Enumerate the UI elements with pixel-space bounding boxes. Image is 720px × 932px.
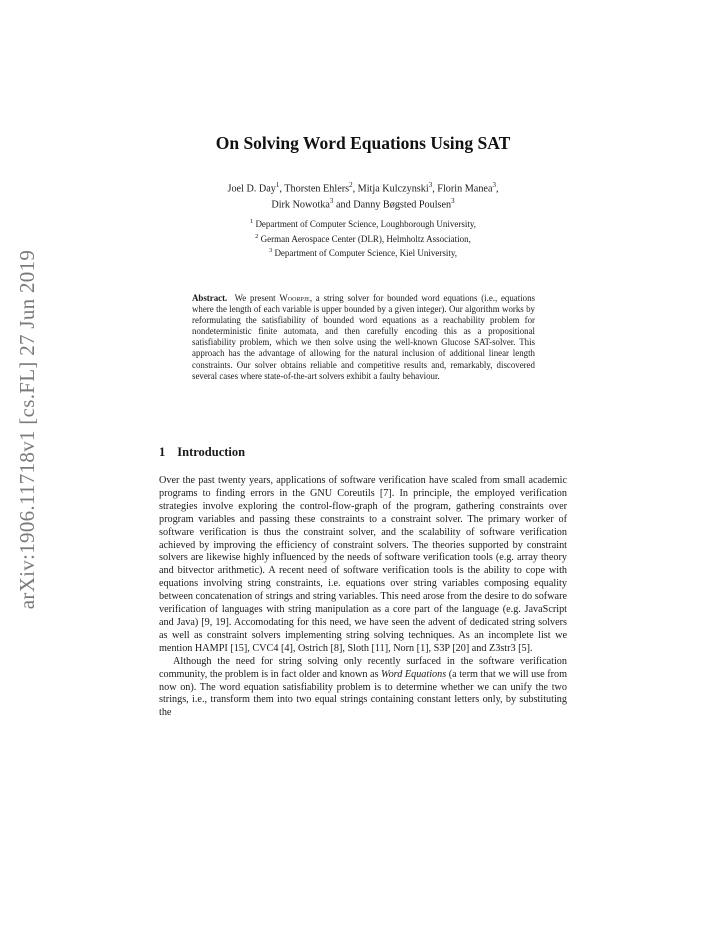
section-number: 1 (159, 445, 166, 459)
abstract: Abstract. We present Woorpje, a string solver for bounded word equations (i.e., equations where the length of each variable is upper bounded by a given integer). Our algorithm works by reformulating the satisfiability of bounded word equations as a reachability problem for nondeterministic finite automata, and then carefully encoding this as a propositional satisfiability problem, which we then solve using the well-known Glucose SAT-solver. This approach has the advantage of allowing for the natural inclusion of additional linear length constraints. Our solver obtains reliable and competitive results and, remarkably, discovered several cases where state-of-the-art solvers exhibit a faulty behaviour. (192, 293, 536, 381)
arxiv-stamp (6, 228, 50, 630)
emphasized-term: Word Equations (381, 668, 447, 680)
arxiv-stamp-text: arXiv:1906.11718v1 [cs.FL] 27 Jun 2019 (15, 249, 40, 609)
affiliation-list (159, 216, 567, 260)
abstract-label: Abstract. (192, 293, 228, 303)
paper-title: On Solving Word Equations Using SAT (215, 133, 511, 153)
paragraph-2: Although the need for string solving only recently surfaced in the software verification community, the problem is in fact older and known as Word Equations (a term that we will use from now on). The word equation satisfiability problem is to determine whether we can unify the two strings, i.e., transform them into two equal strings containing constant letters only, by substituting the (159, 655, 568, 719)
paragraph-1: Over the past twenty years, applications of software verification have scaled from small academic programs to finding errors in the GNU Coreutils [7]. In principle, the employed verification strategies involve exploring the control-flow-graph of the program, gathering constraints over program variables and passing these constraints to a constraint solver. The primary worker of software verification is thus the constraint solver, and the scalability of software verification achieved by improving the efficiency of constraint solvers. The theories supported by constraint solvers are likewise highly influenced by the needs of software verification tools (e.g. array theory and bitvector arithmetic). A recent need of software verification tools is the ability to cope with equations involving string constraints, i.e. equations over string variables composing equality between concatenation of strings and string variables. This need arose from the desire to do sofware verification of languages with string manipulation as a core part of the language (e.g. JavaScript and Java) [9, 19]. Accomodating for this need, we have seen the advent of dedicated string solvers as well as constraint solvers implementing string solving techniques. As an incomplete list we mention HAMPI [15], CVC4 [4], Ostrich [8], Sloth [11], Norn [1], S3P [20] and Z3str3 [5]. (159, 475, 567, 654)
author-list (159, 179, 567, 212)
author-line-1: Joel D. Day$^1$, Thorsten Ehlers$^2$, Mitja Kulczynski$^3$, Florin Manea$^3$, (227, 181, 499, 195)
affiliation-3: $^3$ Department of Computer Science, Kiel University, (268, 247, 458, 258)
affiliation-2: $^2$ German Aerospace Center (DLR), Helmholtz Association, (255, 232, 471, 244)
author-line-2: Dirk Nowotka$^3$ and Danny Bøgsted Poulsen$^3$ (271, 197, 455, 211)
section-title: Introduction (177, 445, 246, 459)
section-heading (159, 445, 567, 460)
affiliation-1: $^1$ Department of Computer Science, Loughborough University, (249, 218, 477, 229)
body-text (159, 475, 567, 720)
tool-name: Woorpje (279, 293, 310, 303)
